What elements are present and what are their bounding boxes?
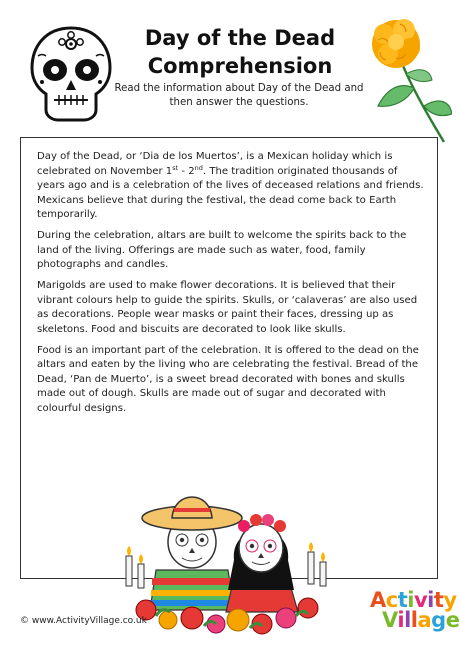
sugar-skull-icon xyxy=(26,24,116,124)
title-line-2: Comprehension xyxy=(147,54,333,78)
activity-village-logo xyxy=(370,588,460,638)
logo-word-activity: Activity xyxy=(370,588,457,612)
footer-url xyxy=(20,616,147,626)
marigold-flower-icon xyxy=(366,10,452,150)
passage-paragraph-4: Food is an important part of the celebration. It is offered to the dead on the altars and eaten by the living who are celebrating the festival. Bread of the Dead, ‘Pan de Muerto’, is a sweet bread decorated with bones and skulls made out of dough. Skulls are made out of sugar and decorated with colourful designs. xyxy=(37,344,419,414)
passage-paragraph-2: During the celebration, altars are built to welcome the spirits back to the land of the living. Offerings are made such as water, food, family photographs and candles. xyxy=(37,230,407,270)
instructions-text: Read the information about Day of the Dead and then answer the questions. xyxy=(114,83,364,108)
copyright-icon: © xyxy=(20,616,29,626)
skeleton-couple-illustration xyxy=(116,460,336,638)
page-title xyxy=(120,24,360,80)
title-line-1: Day of the Dead xyxy=(144,26,336,50)
footer-url-text: www.ActivityVillage.co.uk xyxy=(31,616,147,626)
passage-paragraph-3: Marigolds are used to make flower decorations. It is believed that their vibrant colours help to guide the spirits. Skulls, or ‘calaveras’ are also used as decorations. People wear masks or paint their faces, dressing up as skeletons. Food and biscuits are decorated to look like skulls. xyxy=(37,280,418,335)
passage-paragraph-1: Day of the Dead, or ‘Dia de los Muertos’, is a Mexican holiday which is celebrated on November 1st - 2nd. The tradition originated thousands of years ago and is a celebration of the lives of deceased relations and friends. Mexicans believe that during the festival, the dead come back to Earth temporarily. xyxy=(37,151,424,220)
logo-word-village: Village xyxy=(382,608,460,632)
